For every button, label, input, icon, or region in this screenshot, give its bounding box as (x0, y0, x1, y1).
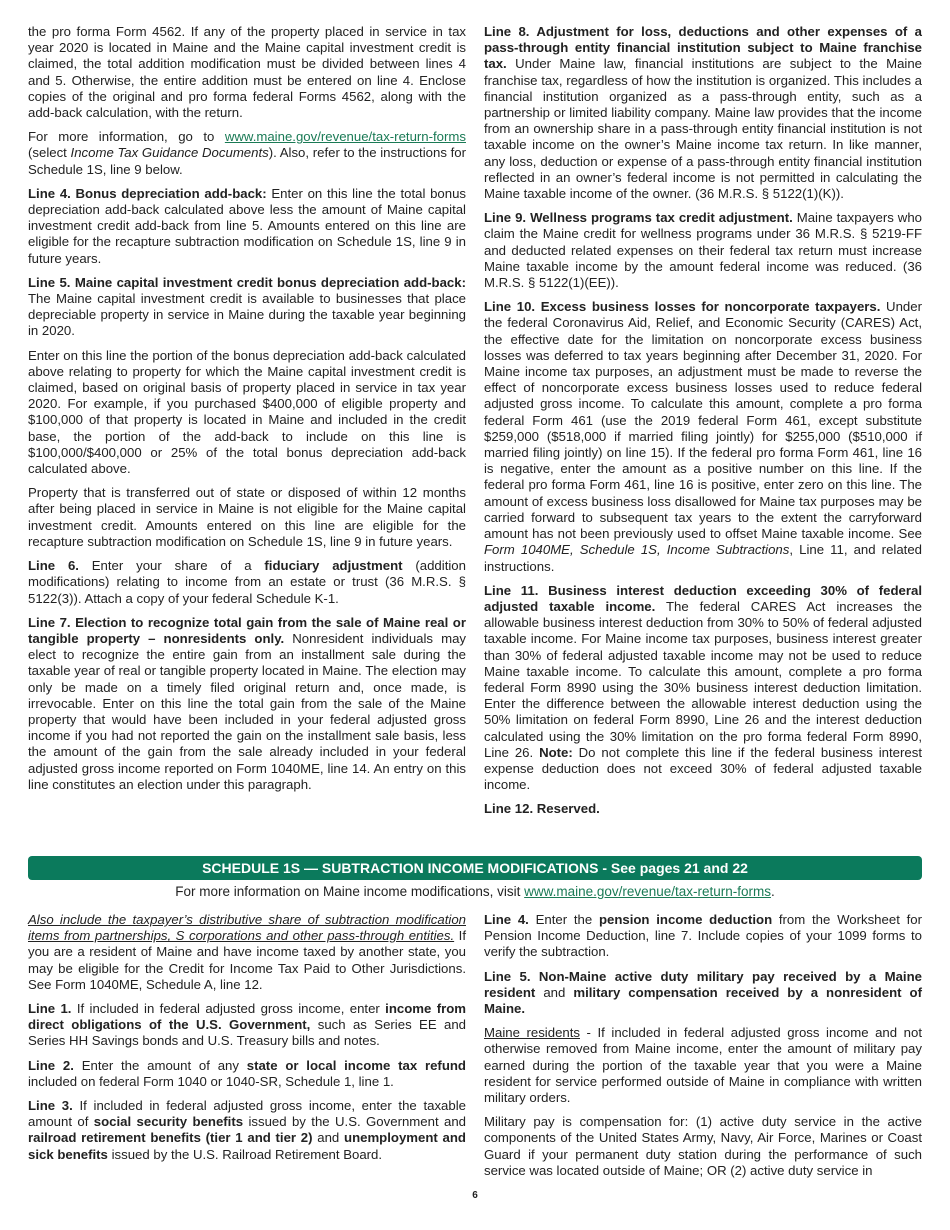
tax-return-forms-link[interactable]: www.maine.gov/revenue/tax-return-forms (224, 129, 466, 145)
line-8-addition: Line 8. Adjustment for loss, deductions and other expenses of a pass-through entity financial institution subject to Maine franchise tax. Under Maine law, financial institutions are subject to the Maine franchise tax, regardless of how the institution is organized. This includes a financial institution organized as a pass-through entity, such as a partnership or limited liability company. Maine law provides that the income from an ownership share in a pass-through entity financial institution is not taxable income on the owner’s Maine income tax return. In like manner, any loss, deduction or expense of a pass-through entity financial institution reflected in an owner’s federal income is not permitted in calculating the Maine taxable income of the owner. (36 M.R.S. § 5122(1)(K)). (484, 24, 922, 202)
line-9-addition: Line 9. Wellness programs tax credit adjustment. Maine taxpayers who claim the Maine credit for wellness programs under 36 M.R.S. § 5219-FF and deducted related expenses on their federal tax return must increase Maine taxable income by the amount federal income was reduced. (36 M.R.S. § 5122(1)(EE)). (484, 210, 922, 291)
modifications-info-line: For more information on Maine income modifications, visit www.maine.gov/revenue/tax-return-forms. (175, 884, 775, 899)
subtraction-line-5: Line 5. Non-Maine active duty military pay received by a Maine resident and military compensation received by a nonresident of Maine. (484, 968, 922, 1017)
page-number: 6 (472, 1190, 478, 1201)
line-6-addition: Line 6. Enter your share of a fiduciary adjustment (addition modifications) relating to income from an estate or trust (36 M.R.S. § 5122(3)). Attach a copy of your federal Schedule K-1. (28, 558, 466, 606)
paragraph-more-info: For more information, go to www.maine.gov/revenue/tax-return-forms (select Income Tax Guidance Documents). Also, refer to the instructions for Schedule 1S, line 9 below. (28, 129, 466, 177)
line-5-example: Enter on this line the portion of the bonus depreciation add-back calculated above relating to property for which the Maine capital investment credit is claimed, based on original basis of property placed in service in tax year 2020. For example, if you purchased $400,000 of eligible property and $100,000 of that property is located in Maine and included in the credit base, the portion of the add-back to include on this line is $100,000/$400,000 or 25% of the total bonus depreciation add-back calculated above. (28, 347, 466, 477)
line-4-addition: Line 4. Bonus depreciation add-back: Enter on this line the total bonus depreciation add-back calculated above less the amount of Maine capital investment credit add-back from line 5. Amounts entered on this line are eligible for the recapture subtraction modification on Schedule 1S, line 9 in future years. (28, 185, 467, 266)
schedule-1s-banner: SCHEDULE 1S — SUBTRACTION INCOME MODIFICATIONS - See pages 21 and 22 (28, 856, 922, 880)
military-pay-definition: Military pay is compensation for: (1) active duty service in the active components of the United States Army, Navy, Air Force, Marines or Coast Guard if your permanent duty station during the performance of such service was located outside of Maine; OR (2) active duty service in (484, 1114, 922, 1178)
right-column (484, 24, 922, 826)
left-column (28, 24, 466, 801)
line-10-addition: Line 10. Excess business losses for noncorporate taxpayers. Under the federal Coronavirus Aid, Relief, and Economic Security (CARES) Act, the effective date for the limitation on noncorporate excess business losses was deferred to tax years beginning after December 31, 2020. For Maine income tax purposes, an adjustment must be made to reverse the effect of noncorporate excess business losses used to reduce federal adjusted gross income. To calculate this amount, complete a pro forma federal Form 461 (use the 2019 federal Form 461, except substitute $259,000 ($518,000 if married filing jointly) for $255,000 ($510,000 if married filing jointly) on line 15). If the federal pro forma Form 461, line 16 is negative, enter the amount as a positive number on this line. If the federal pro forma Form 461, line 16 is positive, enter zero on this line. The amount of excess business loss disallowed for Maine tax purposes may be carried forward to subsequent tax years to the extent the carryforward amount has not been previously used to offset Maine taxable income. See Form 1040ME, Schedule 1S, Income Subtractions, Line 11, and related instructions. (484, 299, 923, 574)
subtraction-line-1: Line 1. If included in federal adjusted gross income, enter income from direct obligations of the U.S. Government, such as Series EE and Series HH Savings bonds and U.S. Treasury bills and notes. (28, 1001, 467, 1049)
line-12-addition: Line 12. Reserved. (484, 801, 600, 817)
paragraph-continuation: the pro forma Form 4562. If any of the property placed in service in tax year 2020 is located in Maine and the Maine capital investment credit is claimed, the total addition modification must be divided between lines 4 and 5. Otherwise, the entire addition must be entered on line 4. Enclose copies of the original and pro forma federal Forms 4562, along with the add-back calculation, with the return. (28, 24, 466, 121)
schedule-1s-right-column (484, 912, 922, 1187)
modifications-link[interactable]: www.maine.gov/revenue/tax-return-forms (524, 884, 771, 899)
maine-residents-note: Maine residents - If included in federal adjusted gross income and not otherwise removed from Maine income, enter the amount of military pay earned during the portion of the taxable year that you were a Maine resident for service performed outside of Maine in compliance with written military orders. (484, 1025, 923, 1106)
pass-through-note: Also include the taxpayer’s distributive share of subtraction modification items from partnerships, S corporations and other pass-through entities. If you are a resident of Maine and have income taxed by another state, you may be eligible for the Credit for Income Tax Paid to Other Jurisdictions. See Form 1040ME, Schedule A, line 12. (28, 912, 466, 992)
subtraction-line-3: Line 3. If included in federal adjusted gross income, enter the taxable amount of social security benefits issued by the U.S. Government and railroad retirement benefits (tier 1 and tier 2) and unemployment and sick benefits issued by the U.S. Railroad Retirement Board. (28, 1098, 467, 1162)
schedule-1s-left-column (28, 912, 466, 1171)
line-5-addition: Line 5. Maine capital investment credit bonus depreciation add-back: The Maine capital investment credit is available to businesses that place depreciable property in service in Maine during the taxable year beginning in 2020. (28, 274, 466, 339)
subtraction-line-4: Line 4. Enter the pension income deduction from the Worksheet for Pension Income Deduction, line 7. Include copies of your 1099 forms to verify the subtraction. (484, 912, 922, 960)
line-5-transfer-note: Property that is transferred out of state or disposed of within 12 months after being placed in service in Maine is not eligible for the Maine capital investment credit. Amounts entered on this line are eligible for the recapture subtraction modification on Schedule 1S, line 9 in future years. (28, 485, 466, 549)
line-11-addition: Line 11. Business interest deduction exceeding 30% of federal adjusted taxable income. The federal CARES Act increases the allowable business interest deduction from 30% to 50% of federal adjusted taxable income. For Maine income tax purposes, business interest greater than 30% of federal adjusted taxable income may not be used to reduce Maine taxable income. To calculate this amount, complete a pro forma federal Form 8990 using the 30% business interest deduction limitation. Enter the difference between the allowable interest deduction using the 50% limitation on federal Form 8990, Line 26 and the interest deduction calculated using the 30% limitation on the pro forma federal Form 8990, Line 26. Note: Do not complete this line if the federal business interest expense deduction does not exceed 30% of federal adjusted taxable income. (484, 582, 923, 793)
line-7-addition: Line 7. Election to recognize total gain from the sale of Maine real or tangible property – nonresidents only. Nonresident individuals may elect to recognize the entire gain from an installment sale during the taxable year of real or tangible property located in Maine. The election may only be made on a timely filed original return and, once made, is irrevocable. Enter on this line the total gain from the sale of the Maine property that would have been included in your federal adjusted gross income if you had not reported the gain on the installment sale basis, less the amount of the gain from the sale already included in your federal adjusted gross income reported on Form 1040ME, line 14. An entry on this line constitutes an election under this paragraph. (28, 614, 466, 792)
subtraction-line-2: Line 2. Enter the amount of any state or local income tax refund included on federal Form 1040 or 1040-SR, Schedule 1, line 1. (28, 1057, 466, 1089)
